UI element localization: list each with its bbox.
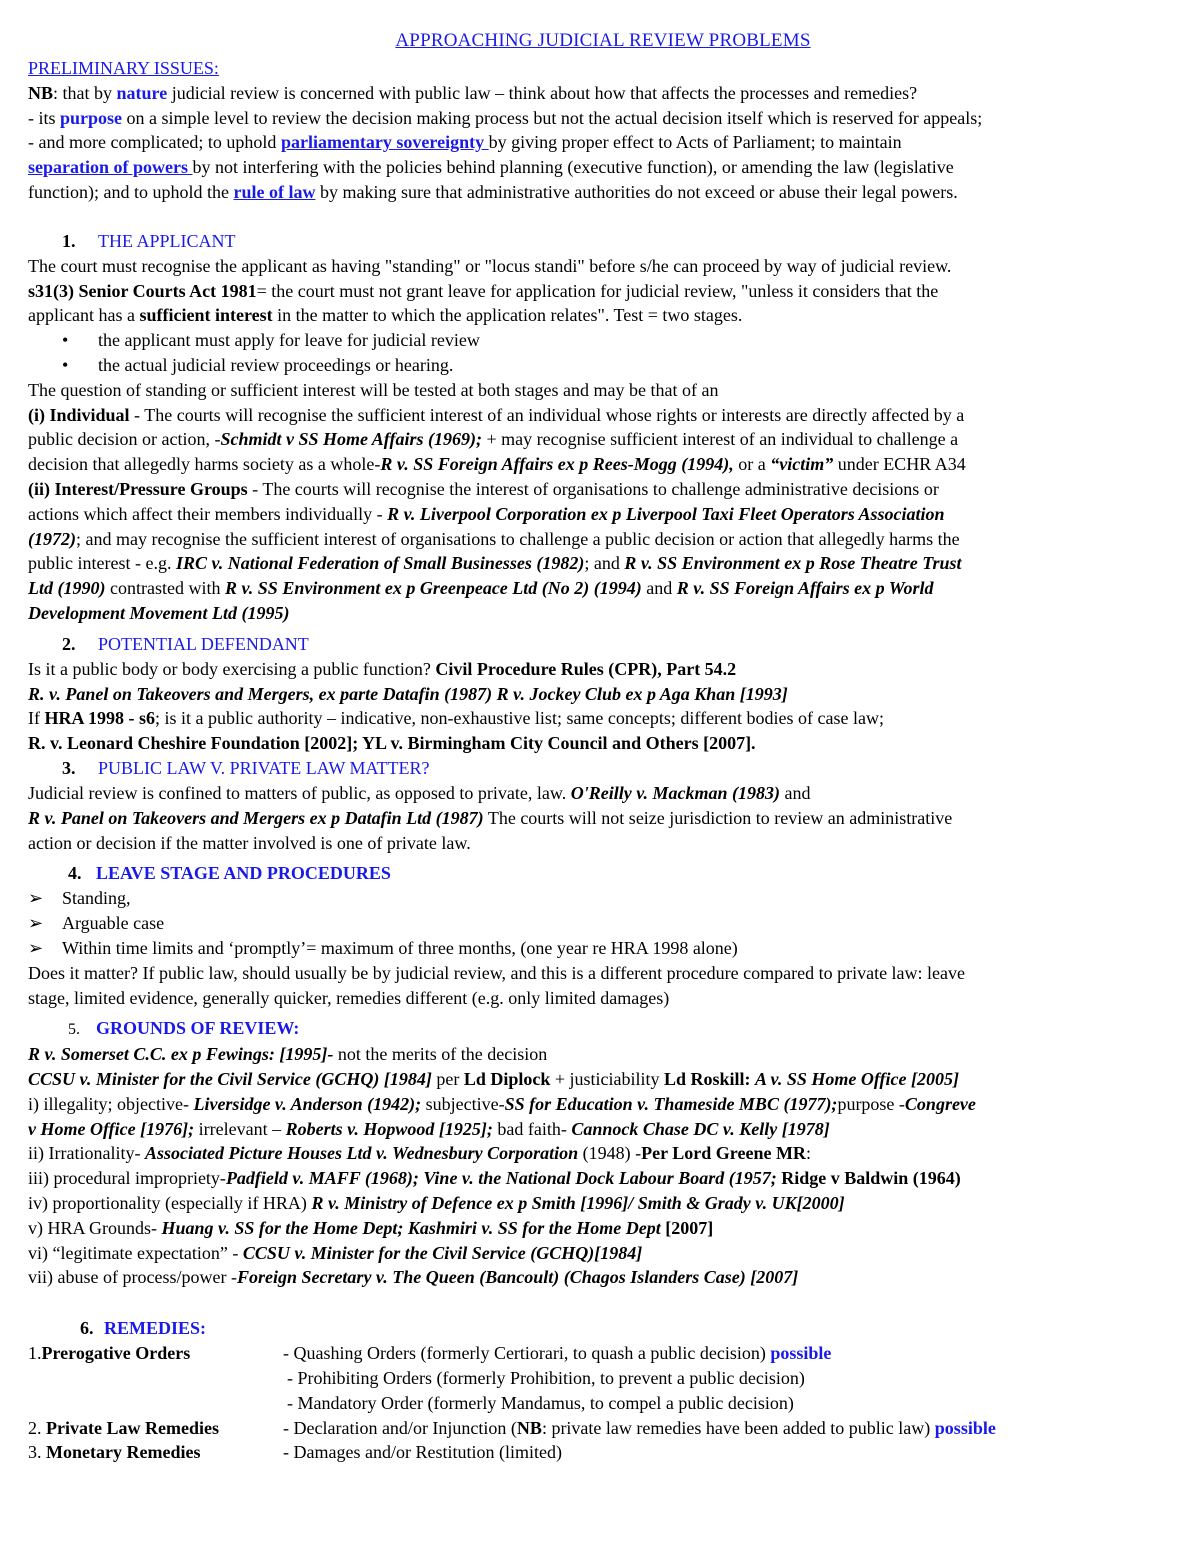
document-title: APPROACHING JUDICIAL REVIEW PROBLEMS bbox=[395, 30, 811, 51]
section-title: GROUNDS OF REVIEW: bbox=[96, 1018, 300, 1039]
preliminary-section bbox=[28, 56, 1178, 205]
possible-label: possible bbox=[770, 1343, 832, 1364]
remedy-number: 1. bbox=[28, 1343, 42, 1364]
arrow-bullet-icon: ➢ bbox=[28, 913, 44, 934]
text-line: action or decision if the matter involved is one of private law. bbox=[28, 832, 471, 853]
case-ref: Huang v. SS for the Home Dept; Kashmiri v. SS for the Home Dept bbox=[161, 1217, 661, 1238]
arrow-item bbox=[28, 911, 1178, 936]
text: purpose - bbox=[837, 1093, 905, 1114]
text: by not interfering with the policies behind planning (executive function), or amending the law (legislative bbox=[192, 157, 954, 178]
text: subjective- bbox=[421, 1093, 505, 1114]
text: Judicial review is confined to matters of public, as opposed to private, law. bbox=[28, 782, 571, 803]
text: ; is it a public authority – indicative, non-exhaustive list; same concepts; different bodies of case law; bbox=[155, 708, 884, 729]
section-title: LEAVE STAGE AND PROCEDURES bbox=[96, 863, 391, 884]
text: on a simple level to review the decision making process but not the actual decision itself which is reserved for appeals; bbox=[122, 107, 983, 128]
text: : that by bbox=[53, 82, 117, 103]
text: : bbox=[805, 1143, 811, 1164]
judge-name: Ld Roskill: bbox=[664, 1069, 756, 1090]
text: vi) “legitimate expectation” - bbox=[28, 1242, 243, 1263]
arrow-item-text: Arguable case bbox=[62, 913, 165, 934]
text-line bbox=[28, 1092, 1178, 1117]
text: = the court must not grant leave for application for judicial review, "unless it considers that the bbox=[256, 280, 939, 301]
case-ref: Padfield v. MAFF (1968); Vine v. the National Dock Labour Board (1957; bbox=[225, 1168, 782, 1189]
text-line bbox=[28, 527, 1178, 552]
text: (1948) - bbox=[578, 1143, 642, 1164]
text-line: The question of standing or sufficient interest will be tested at both stages and may be that of an bbox=[28, 379, 719, 400]
case-ref: R v. SS Foreign Affairs ex p World bbox=[676, 578, 934, 599]
case-ref: R v. Somerset C.C. ex p Fewings: [1995]- bbox=[28, 1044, 334, 1065]
key-term: sufficient interest bbox=[139, 305, 273, 326]
case-ref: IRC v. National Federation of Small Businesses (1982) bbox=[175, 553, 585, 574]
text: v) HRA Grounds- bbox=[28, 1217, 162, 1238]
judge-name: Per Lord Greene MR bbox=[641, 1143, 806, 1164]
text-line: Does it matter? If public law, should usually be by judicial review, and this is a different procedure compared to private law: leave bbox=[28, 962, 966, 983]
section-number: 4. bbox=[68, 863, 82, 884]
text: per bbox=[431, 1069, 464, 1090]
text: - The courts will recognise the interest of organisations to challenge administrative decisions or bbox=[247, 478, 939, 499]
nature-term: nature bbox=[116, 82, 168, 103]
section-heading bbox=[80, 1316, 1178, 1341]
remedy-text: - Mandatory Order (formerly Mandamus, to compel a public decision) bbox=[287, 1392, 794, 1413]
text-line bbox=[28, 427, 1178, 452]
text: judicial review is concerned with public law – think about how that affects the processes and remedies? bbox=[167, 82, 918, 103]
text: vii) abuse of process/power - bbox=[28, 1267, 237, 1288]
nb-label: NB bbox=[516, 1417, 542, 1438]
text-line bbox=[28, 279, 1178, 304]
text: or a bbox=[733, 454, 771, 475]
text: ; and bbox=[584, 553, 625, 574]
remedy-row bbox=[28, 1440, 1178, 1465]
arrow-item-text: Within time limits and ‘promptly’= maximum of three months, (one year re HRA 1998 alone) bbox=[62, 937, 738, 958]
section-leave-stage bbox=[28, 861, 1178, 1010]
preliminary-line bbox=[28, 180, 1178, 205]
arrow-item bbox=[28, 886, 1178, 911]
remedy-category: Monetary Remedies bbox=[46, 1442, 201, 1463]
text-line: The court must recognise the applicant as having "standing" or "locus standi" before s/he can proceed by way of judicial review. bbox=[28, 255, 952, 276]
case-ref: Cannock Chase DC v. Kelly [1978] bbox=[571, 1118, 830, 1139]
section-remedies bbox=[28, 1316, 1178, 1465]
text-line bbox=[28, 781, 1178, 806]
text: irrelevant – bbox=[194, 1118, 286, 1139]
text: The courts will not seize jurisdiction to review an administrative bbox=[483, 807, 953, 828]
text: ; and may recognise the sufficient interest of organisations to challenge a public decision or action that allegedly harms the bbox=[76, 528, 960, 549]
statute-ref: Civil Procedure Rules (CPR), Part 54.2 bbox=[435, 658, 737, 679]
text: iv) proportionality (especially if HRA) bbox=[28, 1193, 312, 1214]
arrow-bullet-icon: ➢ bbox=[28, 937, 44, 958]
remedy-text: - Damages and/or Restitution (limited) bbox=[283, 1442, 562, 1463]
case-ref: R v. SS Foreign Affairs ex p Rees-Mogg (1994), bbox=[380, 454, 734, 475]
text: - its bbox=[28, 107, 61, 128]
text-line bbox=[28, 1265, 1178, 1290]
case-ref: v Home Office [1976]; bbox=[28, 1118, 195, 1139]
text-line bbox=[28, 303, 1178, 328]
text: in the matter to which the application relates". Test = two stages. bbox=[272, 305, 743, 326]
text: function); and to uphold the bbox=[28, 181, 234, 202]
remedy-number: 3. bbox=[28, 1442, 46, 1463]
remedy-row bbox=[28, 1341, 1178, 1366]
text: public decision or action, - bbox=[28, 429, 221, 450]
text: applicant has a bbox=[28, 305, 140, 326]
judge-name: Ld Diplock bbox=[463, 1069, 551, 1090]
case-ref: Development Movement Ltd (1995) bbox=[28, 602, 290, 623]
text: + justiciability bbox=[550, 1069, 664, 1090]
preliminary-line bbox=[28, 106, 1178, 131]
text: public interest - e.g. bbox=[28, 553, 176, 574]
text-line bbox=[28, 1042, 1178, 1067]
case-ref: Schmidt v SS Home Affairs (1969); bbox=[220, 429, 482, 450]
section-title: THE APPLICANT bbox=[98, 230, 236, 251]
case-ref: A v. SS Home Office [2005] bbox=[755, 1069, 960, 1090]
case-ref: Ridge v Baldwin (1964) bbox=[781, 1168, 961, 1189]
case-ref: R v. SS Environment ex p Greenpeace Ltd (No 2) (1994) bbox=[224, 578, 642, 599]
text: bad faith- bbox=[492, 1118, 572, 1139]
case-ref: R v. Panel on Takeovers and Mergers ex p Datafin Ltd (1987) bbox=[28, 807, 484, 828]
case-ref: Liversidge v. Anderson (1942); bbox=[193, 1093, 422, 1114]
section-applicant bbox=[28, 229, 1178, 626]
case-ref: Congreve bbox=[904, 1093, 976, 1114]
preliminary-line bbox=[28, 81, 1178, 106]
section-heading bbox=[68, 861, 1178, 886]
rule-of-law-link[interactable]: rule of law bbox=[233, 181, 316, 202]
text: contrasted with bbox=[105, 578, 225, 599]
remedy-row bbox=[28, 1391, 1178, 1416]
section-title: REMEDIES: bbox=[104, 1318, 207, 1339]
case-ref: Associated Picture Houses Ltd v. Wednesbury Corporation bbox=[144, 1143, 579, 1164]
text-line bbox=[28, 1166, 1178, 1191]
text-line bbox=[28, 1241, 1178, 1266]
text-line bbox=[28, 551, 1178, 576]
text: i) illegality; objective- bbox=[28, 1093, 194, 1114]
section-heading bbox=[62, 632, 1178, 657]
text: not the merits of the decision bbox=[333, 1044, 548, 1065]
remedy-category: Private Law Remedies bbox=[46, 1417, 219, 1438]
section-number: 5. bbox=[68, 1021, 80, 1039]
text: and bbox=[641, 578, 677, 599]
section-heading bbox=[68, 1016, 1178, 1042]
section-heading bbox=[62, 756, 1178, 781]
nb-label: NB bbox=[28, 82, 54, 103]
text-line bbox=[28, 1216, 1178, 1241]
text: by giving proper effect to Acts of Parliament; to maintain bbox=[488, 132, 902, 153]
bullet-item bbox=[28, 353, 1178, 378]
section-heading bbox=[62, 229, 1178, 254]
purpose-term: purpose bbox=[60, 107, 123, 128]
text: - and more complicated; to uphold bbox=[28, 132, 281, 153]
preliminary-line bbox=[28, 155, 1178, 180]
parliamentary-sovereignty-link[interactable]: parliamentary sovereignty bbox=[280, 132, 489, 153]
bullet-item bbox=[28, 328, 1178, 353]
section-title: POTENTIAL DEFENDANT bbox=[98, 633, 309, 654]
bullet-text: the applicant must apply for leave for judicial review bbox=[98, 330, 480, 351]
text-line bbox=[28, 706, 1178, 731]
text-line bbox=[28, 576, 1178, 601]
arrow-bullet-icon: ➢ bbox=[28, 888, 44, 909]
section-title: PUBLIC LAW V. PRIVATE LAW MATTER? bbox=[98, 757, 430, 778]
statute-ref: HRA 1998 - s6 bbox=[44, 708, 156, 729]
remedy-row bbox=[28, 1416, 1178, 1441]
remedy-category: Prerogative Orders bbox=[41, 1343, 191, 1364]
section-defendant bbox=[28, 632, 1178, 756]
bullet-text: the actual judicial review proceedings or hearing. bbox=[98, 354, 454, 375]
text: under bbox=[833, 454, 884, 475]
text: Is it a public body or body exercising a public function? bbox=[28, 658, 436, 679]
section-grounds bbox=[28, 1016, 1178, 1290]
text-line bbox=[28, 1067, 1178, 1092]
section-number: 6. bbox=[80, 1318, 94, 1339]
preliminary-heading: PRELIMINARY ISSUES: bbox=[28, 58, 219, 78]
remedy-row bbox=[28, 1366, 1178, 1391]
text: by making sure that administrative authorities do not exceed or abuse their legal powers. bbox=[315, 181, 958, 202]
statute-ref: ECHR A34 bbox=[883, 454, 966, 475]
text: and bbox=[780, 782, 811, 803]
case-ref: O'Reilly v. Mackman (1983) bbox=[570, 782, 781, 803]
case-ref: Roberts v. Hopwood [1925]; bbox=[285, 1118, 493, 1139]
section-public-private bbox=[28, 756, 1178, 855]
key-term: “victim” bbox=[770, 454, 834, 475]
section-number: 1. bbox=[62, 230, 76, 251]
text-line bbox=[28, 806, 1178, 831]
case-ref: R v. Liverpool Corporation ex p Liverpool Taxi Fleet Operators Association bbox=[387, 503, 945, 524]
text: If bbox=[28, 708, 45, 729]
text: ii) Irrationality- bbox=[28, 1143, 145, 1164]
case-ref: R. v. Leonard Cheshire Foundation [2002]; YL v. Birmingham City Council and Others [2007]. bbox=[28, 733, 756, 754]
remedy-text: - Prohibiting Orders (formerly Prohibition, to prevent a public decision) bbox=[287, 1368, 805, 1389]
statute-ref: s31(3) Senior Courts Act 1981 bbox=[28, 280, 257, 301]
case-ref: R. v. Panel on Takeovers and Mergers, ex parte Datafin (1987) R v. Jockey Club ex p Aga Khan [1993] bbox=[28, 683, 788, 704]
text-line bbox=[28, 1141, 1178, 1166]
text-line bbox=[28, 477, 1178, 502]
subheading: (ii) Interest/Pressure Groups bbox=[28, 478, 248, 499]
case-ref: Foreign Secretary v. The Queen (Bancoult) (Chagos Islanders Case) [2007] bbox=[236, 1267, 799, 1288]
text-line: stage, limited evidence, generally quicker, remedies different (e.g. only limited damages) bbox=[28, 987, 670, 1008]
text: decision that allegedly harms society as a whole- bbox=[28, 454, 381, 475]
section-number: 3. bbox=[62, 757, 76, 778]
section-number: 2. bbox=[62, 633, 76, 654]
text: - The courts will recognise the sufficient interest of an individual whose rights or interests are directly affected by a bbox=[129, 404, 965, 425]
separation-of-powers-link[interactable]: separation of powers bbox=[28, 157, 193, 178]
text-line bbox=[28, 502, 1178, 527]
text: iii) procedural impropriety- bbox=[28, 1168, 226, 1189]
text-line bbox=[28, 657, 1178, 682]
subheading: (i) Individual bbox=[28, 404, 130, 425]
document-page bbox=[28, 28, 1178, 1465]
text-line bbox=[28, 452, 1178, 477]
arrow-item-text: Standing, bbox=[62, 888, 131, 909]
text: + may recognise sufficient interest of an individual to challenge a bbox=[481, 429, 959, 450]
bullet-icon: • bbox=[62, 330, 69, 351]
case-ref: CCSU v. Minister for the Civil Service (GCHQ) [1984] bbox=[28, 1069, 432, 1090]
remedy-text: - Declaration and/or Injunction ( bbox=[283, 1417, 517, 1438]
remedy-number: 2. bbox=[28, 1417, 46, 1438]
case-ref: (1972) bbox=[28, 528, 76, 549]
case-ref: R v. SS Environment ex p Rose Theatre Trust bbox=[624, 553, 962, 574]
text-line bbox=[28, 1191, 1178, 1216]
preliminary-line bbox=[28, 130, 1178, 155]
arrow-item bbox=[28, 936, 1178, 961]
bullet-icon: • bbox=[62, 354, 69, 375]
possible-label: possible bbox=[934, 1417, 996, 1438]
case-ref: R v. Ministry of Defence ex p Smith [1996]/ Smith & Grady v. UK[2000] bbox=[311, 1193, 845, 1214]
remedy-text: - Quashing Orders (formerly Certiorari, to quash a public decision) bbox=[283, 1343, 771, 1364]
case-year: [2007] bbox=[660, 1217, 714, 1238]
text-line bbox=[28, 403, 1178, 428]
text-line bbox=[28, 1117, 1178, 1142]
text: actions which affect their members individually - bbox=[28, 503, 388, 524]
case-ref: SS for Education v. Thameside MBC (1977); bbox=[504, 1093, 838, 1114]
remedy-text: : private law remedies have been added to public law) bbox=[541, 1417, 935, 1438]
case-ref: CCSU v. Minister for the Civil Service (GCHQ)[1984] bbox=[242, 1242, 643, 1263]
case-ref: Ltd (1990) bbox=[28, 578, 106, 599]
